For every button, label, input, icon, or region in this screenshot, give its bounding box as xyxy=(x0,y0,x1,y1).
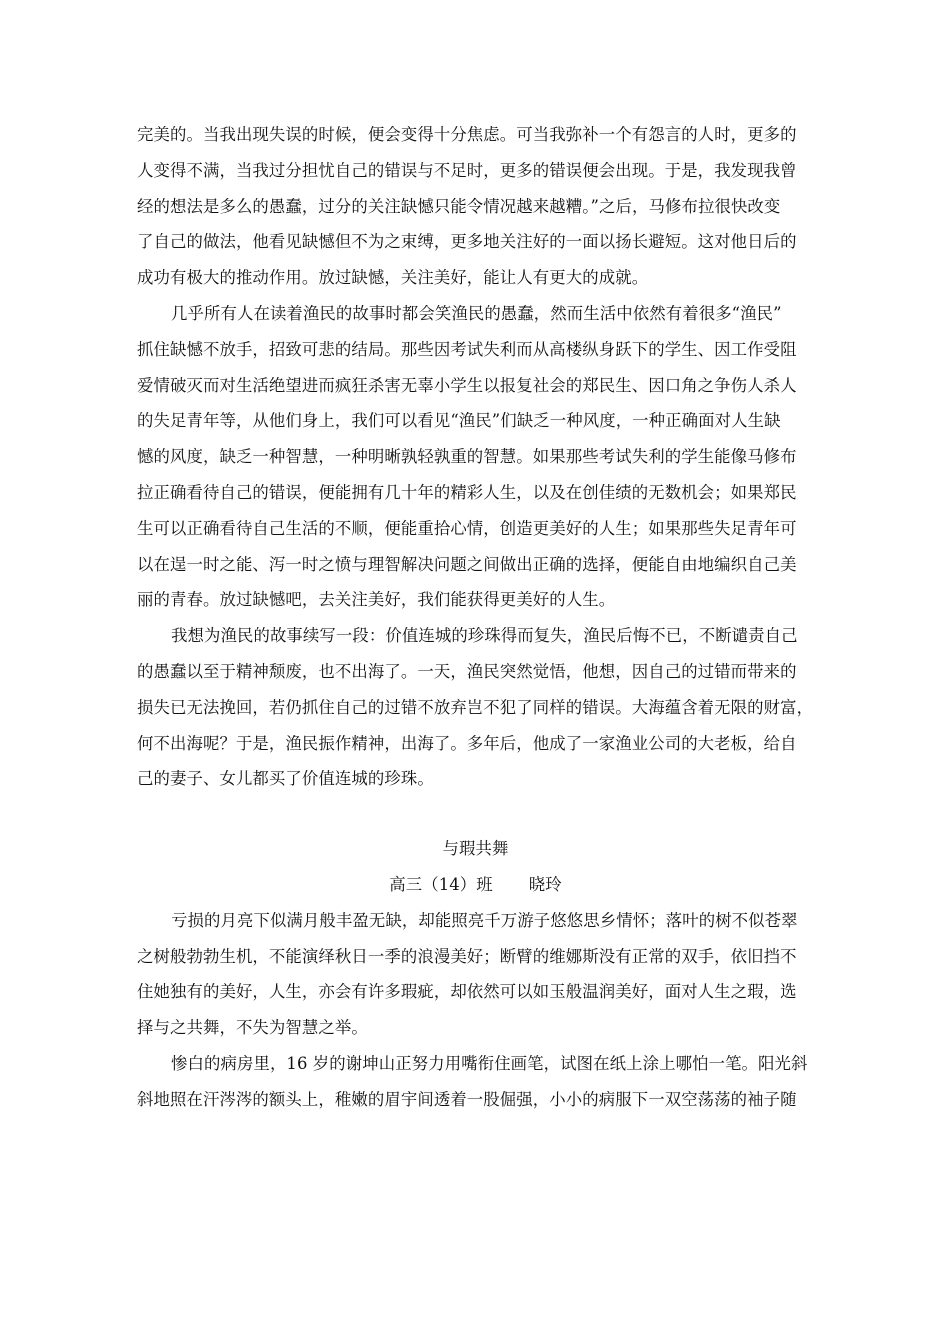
text-line: 何不出海呢？于是，渔民振作精神，出海了。多年后，他成了一家渔业公司的大老板，给自 xyxy=(137,733,797,753)
text-line: 住她独有的美好，人生，亦会有许多瑕疵，却依然可以如玉般温润美好，面对人生之瑕，选 xyxy=(137,982,797,1002)
text-line: 人变得不满，当我过分担忧自己的错误与不足时，更多的错误便会出现。于是，我发现我曾 xyxy=(137,160,797,180)
text-line: 择与之共舞，不失为智慧之举。 xyxy=(137,1018,368,1038)
paragraph-2 xyxy=(137,296,814,618)
text-line: 爱情破灭而对生活绝望进而疯狂杀害无辜小学生以报复社会的郑民生、因口角之争伤人杀人 xyxy=(137,375,797,395)
text-line: 憾的风度，缺乏一种智慧，一种明晰孰轻孰重的智慧。如果那些考试失利的学生能像马修布 xyxy=(137,447,797,467)
text-line: 的失足青年等，从他们身上，我们可以看见“渔民”们缺乏一种风度，一种正确面对人生缺 xyxy=(137,411,781,431)
text-line: 以在逞一时之能、泻一时之愤与理智解决问题之间做出正确的选择，便能自由地编织自己美 xyxy=(137,554,797,574)
text-line: 成功有极大的推动作用。放过缺憾，关注美好，能让人有更大的成就。 xyxy=(137,268,649,288)
essay-byline xyxy=(137,867,814,903)
text-line: 丽的青春。放过缺憾吧，去关注美好，我们能获得更美好的人生。 xyxy=(137,590,616,610)
essay-2-paragraph-2 xyxy=(137,1046,814,1118)
text-line: 抓住缺憾不放手，招致可悲的结局。那些因考试失利而从高楼纵身跃下的学生、因工作受阻 xyxy=(137,339,797,359)
class-name: 高三（14）班 xyxy=(389,874,493,894)
text-line: 几乎所有人在读着渔民的故事时都会笑渔民的愚蠢，然而生活中依然有着很多“渔民” xyxy=(171,303,782,323)
essay-2-paragraph-1 xyxy=(137,903,814,1046)
text-line: 拉正确看待自己的错误，便能拥有几十年的精彩人生，以及在创佳绩的无数机会；如果郑民 xyxy=(137,482,797,502)
text-line: 己的妻子、女儿都买了价值连城的珍珠。 xyxy=(137,769,434,789)
text-line: 我想为渔民的故事续写一段：价值连城的珍珠得而复失，渔民后悔不已，不断谴责自己 xyxy=(171,626,798,646)
text-line: 了自己的做法，他看见缺憾但不为之束缚，更多地关注好的一面以扬长避短。这对他日后的 xyxy=(137,232,797,252)
author-name: 晓玲 xyxy=(528,874,562,894)
paragraph-1 xyxy=(137,117,814,296)
paragraph-3 xyxy=(137,618,814,797)
text-line: 惨白的病房里，16 岁的谢坤山正努力用嘴衔住画笔，试图在纸上涂上哪怕一笔。阳光斜 xyxy=(171,1053,808,1073)
text-line: 的愚蠢以至于精神颓废，也不出海了。一天，渔民突然觉悟，他想，因自己的过错而带来的 xyxy=(137,661,797,681)
text-line: 生可以正确看待自己生活的不顺，便能重拾心情，创造更美好的人生；如果那些失足青年可 xyxy=(137,518,797,538)
document-page xyxy=(137,117,814,1118)
text-line: 斜地照在汗涔涔的额头上，稚嫩的眉宇间透着一股倔强，小小的病服下一双空荡荡的袖子随 xyxy=(137,1089,797,1109)
text-line: 经的想法是多么的愚蠢，过分的关注缺憾只能令情况越来越糟。”之后，马修布拉很快改变 xyxy=(137,196,781,216)
text-line: 损失已无法挽回，若仍抓住自己的过错不放弃岂不犯了同样的错误。大海蕴含着无限的财富， xyxy=(137,697,814,717)
text-line: 之树般勃勃生机，不能演绎秋日一季的浪漫美好；断臂的维娜斯没有正常的双手，依旧挡不 xyxy=(137,946,797,966)
text-line: 完美的。当我出现失误的时候，便会变得十分焦虑。可当我弥补一个有怨言的人时，更多的 xyxy=(137,125,797,144)
text-line: 亏损的月亮下似满月般丰盈无缺，却能照亮千万游子悠悠思乡情怀；落叶的树不似苍翠 xyxy=(171,910,798,930)
section-gap xyxy=(137,797,814,831)
essay-title: 与瑕共舞 xyxy=(442,839,509,859)
essay-2-header xyxy=(137,831,814,903)
